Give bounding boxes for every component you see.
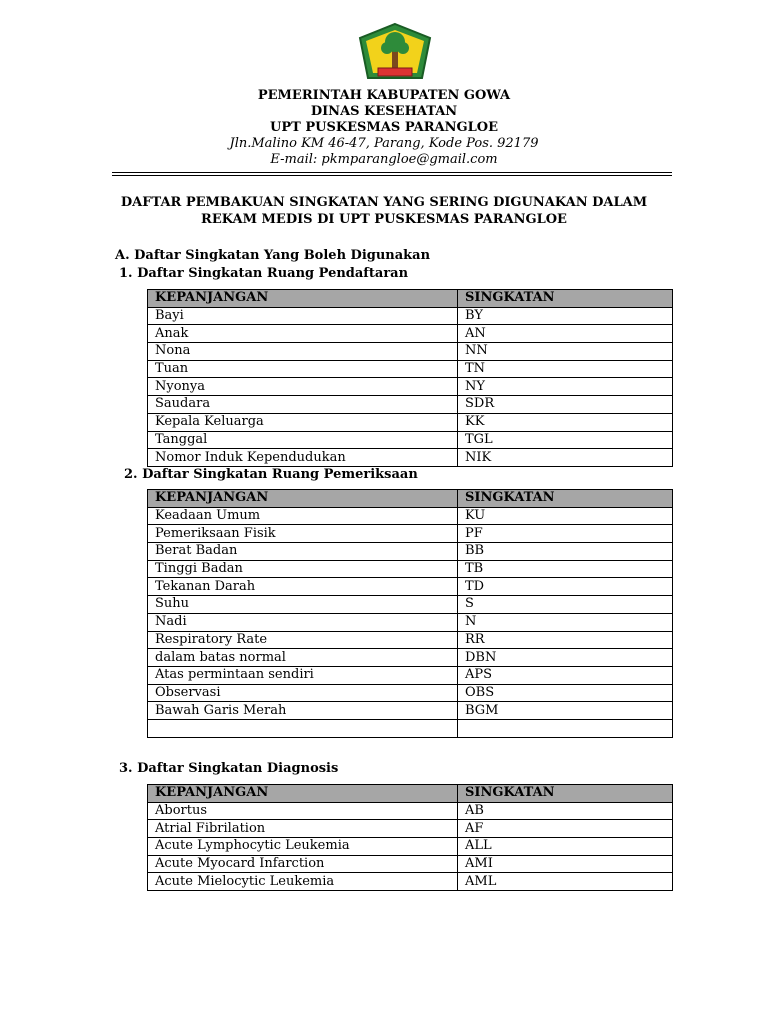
abbreviation-cell: TB (458, 560, 673, 578)
table-header-row (148, 290, 673, 308)
abbreviation-cell: TGL (458, 431, 673, 449)
table-row (148, 413, 673, 431)
section-a-heading: A. Daftar Singkatan Yang Boleh Digunakan (115, 248, 431, 263)
table-row (148, 820, 673, 838)
abbreviation-cell (458, 719, 673, 737)
expansion-cell: Abortus (148, 802, 458, 820)
expansion-cell: Saudara (148, 396, 458, 414)
abbreviation-cell: PF (458, 525, 673, 543)
expansion-cell: Nona (148, 343, 458, 361)
abbreviation-cell: KK (458, 413, 673, 431)
table-row (148, 378, 673, 396)
table-row (148, 613, 673, 631)
table-header-row (148, 785, 673, 803)
abbreviation-cell: TN (458, 360, 673, 378)
table-row (148, 802, 673, 820)
table-row (148, 396, 673, 414)
abbreviation-cell: DBN (458, 649, 673, 667)
expansion-cell: Tanggal (148, 431, 458, 449)
letterhead-department: DINAS KESEHATAN (310, 104, 458, 119)
column-header-abbreviation: SINGKATAN (458, 490, 673, 508)
abbreviation-table-examination (147, 489, 673, 738)
expansion-cell: Anak (148, 325, 458, 343)
expansion-cell: Tinggi Badan (148, 560, 458, 578)
expansion-cell: Suhu (148, 596, 458, 614)
abbreviation-cell: BY (458, 307, 673, 325)
letterhead-email: E-mail: pkmparangloe@gmail.com (270, 152, 498, 167)
table-row (148, 666, 673, 684)
abbreviation-cell: ALL (458, 838, 673, 856)
expansion-cell: Respiratory Rate (148, 631, 458, 649)
table-row (148, 702, 673, 720)
table-header-row (148, 490, 673, 508)
abbreviation-cell: BGM (458, 702, 673, 720)
expansion-cell (148, 719, 458, 737)
abbreviation-cell: NIK (458, 449, 673, 467)
table-row (148, 343, 673, 361)
table-row (148, 719, 673, 737)
table-row (148, 631, 673, 649)
abbreviation-cell: NY (458, 378, 673, 396)
column-header-expansion: KEPANJANGAN (148, 490, 458, 508)
abbreviation-cell: OBS (458, 684, 673, 702)
abbreviation-cell: N (458, 613, 673, 631)
expansion-cell: Bawah Garis Merah (148, 702, 458, 720)
table-row (148, 873, 673, 891)
abbreviation-cell: AF (458, 820, 673, 838)
abbreviation-cell: AMI (458, 855, 673, 873)
table-row (148, 596, 673, 614)
expansion-cell: Berat Badan (148, 543, 458, 561)
abbreviation-cell: AML (458, 873, 673, 891)
expansion-cell: Keadaan Umum (148, 507, 458, 525)
table-2-heading: 2. Daftar Singkatan Ruang Pemeriksaan (124, 467, 418, 482)
abbreviation-cell: AN (458, 325, 673, 343)
column-header-abbreviation: SINGKATAN (458, 290, 673, 308)
table-row (148, 649, 673, 667)
abbreviation-table-diagnosis (147, 784, 673, 891)
expansion-cell: Acute Myocard Infarction (148, 855, 458, 873)
expansion-cell: dalam batas normal (148, 649, 458, 667)
abbreviation-cell: SDR (458, 396, 673, 414)
column-header-abbreviation: SINGKATAN (458, 785, 673, 803)
expansion-cell: Pemeriksaan Fisik (148, 525, 458, 543)
table-row (148, 578, 673, 596)
table-row (148, 431, 673, 449)
letterhead-address: Jln.Malino KM 46-47, Parang, Kode Pos. 92179 (229, 136, 539, 151)
letterhead (0, 88, 768, 168)
expansion-cell: Nomor Induk Kependudukan (148, 449, 458, 467)
abbreviation-cell: BB (458, 543, 673, 561)
letterhead-government: PEMERINTAH KABUPATEN GOWA (257, 88, 511, 103)
table-row (148, 507, 673, 525)
document-title-line-2: REKAM MEDIS DI UPT PUSKESMAS PARANGLOE (201, 212, 567, 227)
expansion-cell: Acute Lymphocytic Leukemia (148, 838, 458, 856)
expansion-cell: Nadi (148, 613, 458, 631)
table-row (148, 560, 673, 578)
abbreviation-cell: KU (458, 507, 673, 525)
table-row (148, 307, 673, 325)
table-3-heading: 3. Daftar Singkatan Diagnosis (119, 761, 339, 776)
regency-emblem-logo (356, 22, 434, 84)
expansion-cell: Acute Mielocytic Leukemia (148, 873, 458, 891)
table-row (148, 525, 673, 543)
expansion-cell: Atas permintaan sendiri (148, 666, 458, 684)
expansion-cell: Bayi (148, 307, 458, 325)
document-title-line-1: DAFTAR PEMBAKUAN SINGKATAN YANG SERING DIGUNAKAN DALAM (120, 195, 648, 210)
letterhead-institution: UPT PUSKESMAS PARANGLOE (270, 120, 498, 135)
table-1-heading: 1. Daftar Singkatan Ruang Pendaftaran (119, 266, 409, 281)
column-header-expansion: KEPANJANGAN (148, 290, 458, 308)
table-row (148, 325, 673, 343)
table-row (148, 449, 673, 467)
table-row (148, 543, 673, 561)
table-row (148, 855, 673, 873)
expansion-cell: Atrial Fibrilation (148, 820, 458, 838)
table-row (148, 838, 673, 856)
abbreviation-cell: S (458, 596, 673, 614)
expansion-cell: Observasi (148, 684, 458, 702)
table-row (148, 684, 673, 702)
document-title (0, 194, 768, 228)
abbreviation-cell: APS (458, 666, 673, 684)
letterhead-divider-bottom (112, 175, 672, 176)
expansion-cell: Kepala Keluarga (148, 413, 458, 431)
abbreviation-cell: NN (458, 343, 673, 361)
column-header-expansion: KEPANJANGAN (148, 785, 458, 803)
table-row (148, 360, 673, 378)
expansion-cell: Nyonya (148, 378, 458, 396)
abbreviation-cell: RR (458, 631, 673, 649)
expansion-cell: Tuan (148, 360, 458, 378)
expansion-cell: Tekanan Darah (148, 578, 458, 596)
letterhead-divider-top (112, 172, 672, 173)
abbreviation-cell: TD (458, 578, 673, 596)
abbreviation-cell: AB (458, 802, 673, 820)
abbreviation-table-registration (147, 289, 673, 467)
